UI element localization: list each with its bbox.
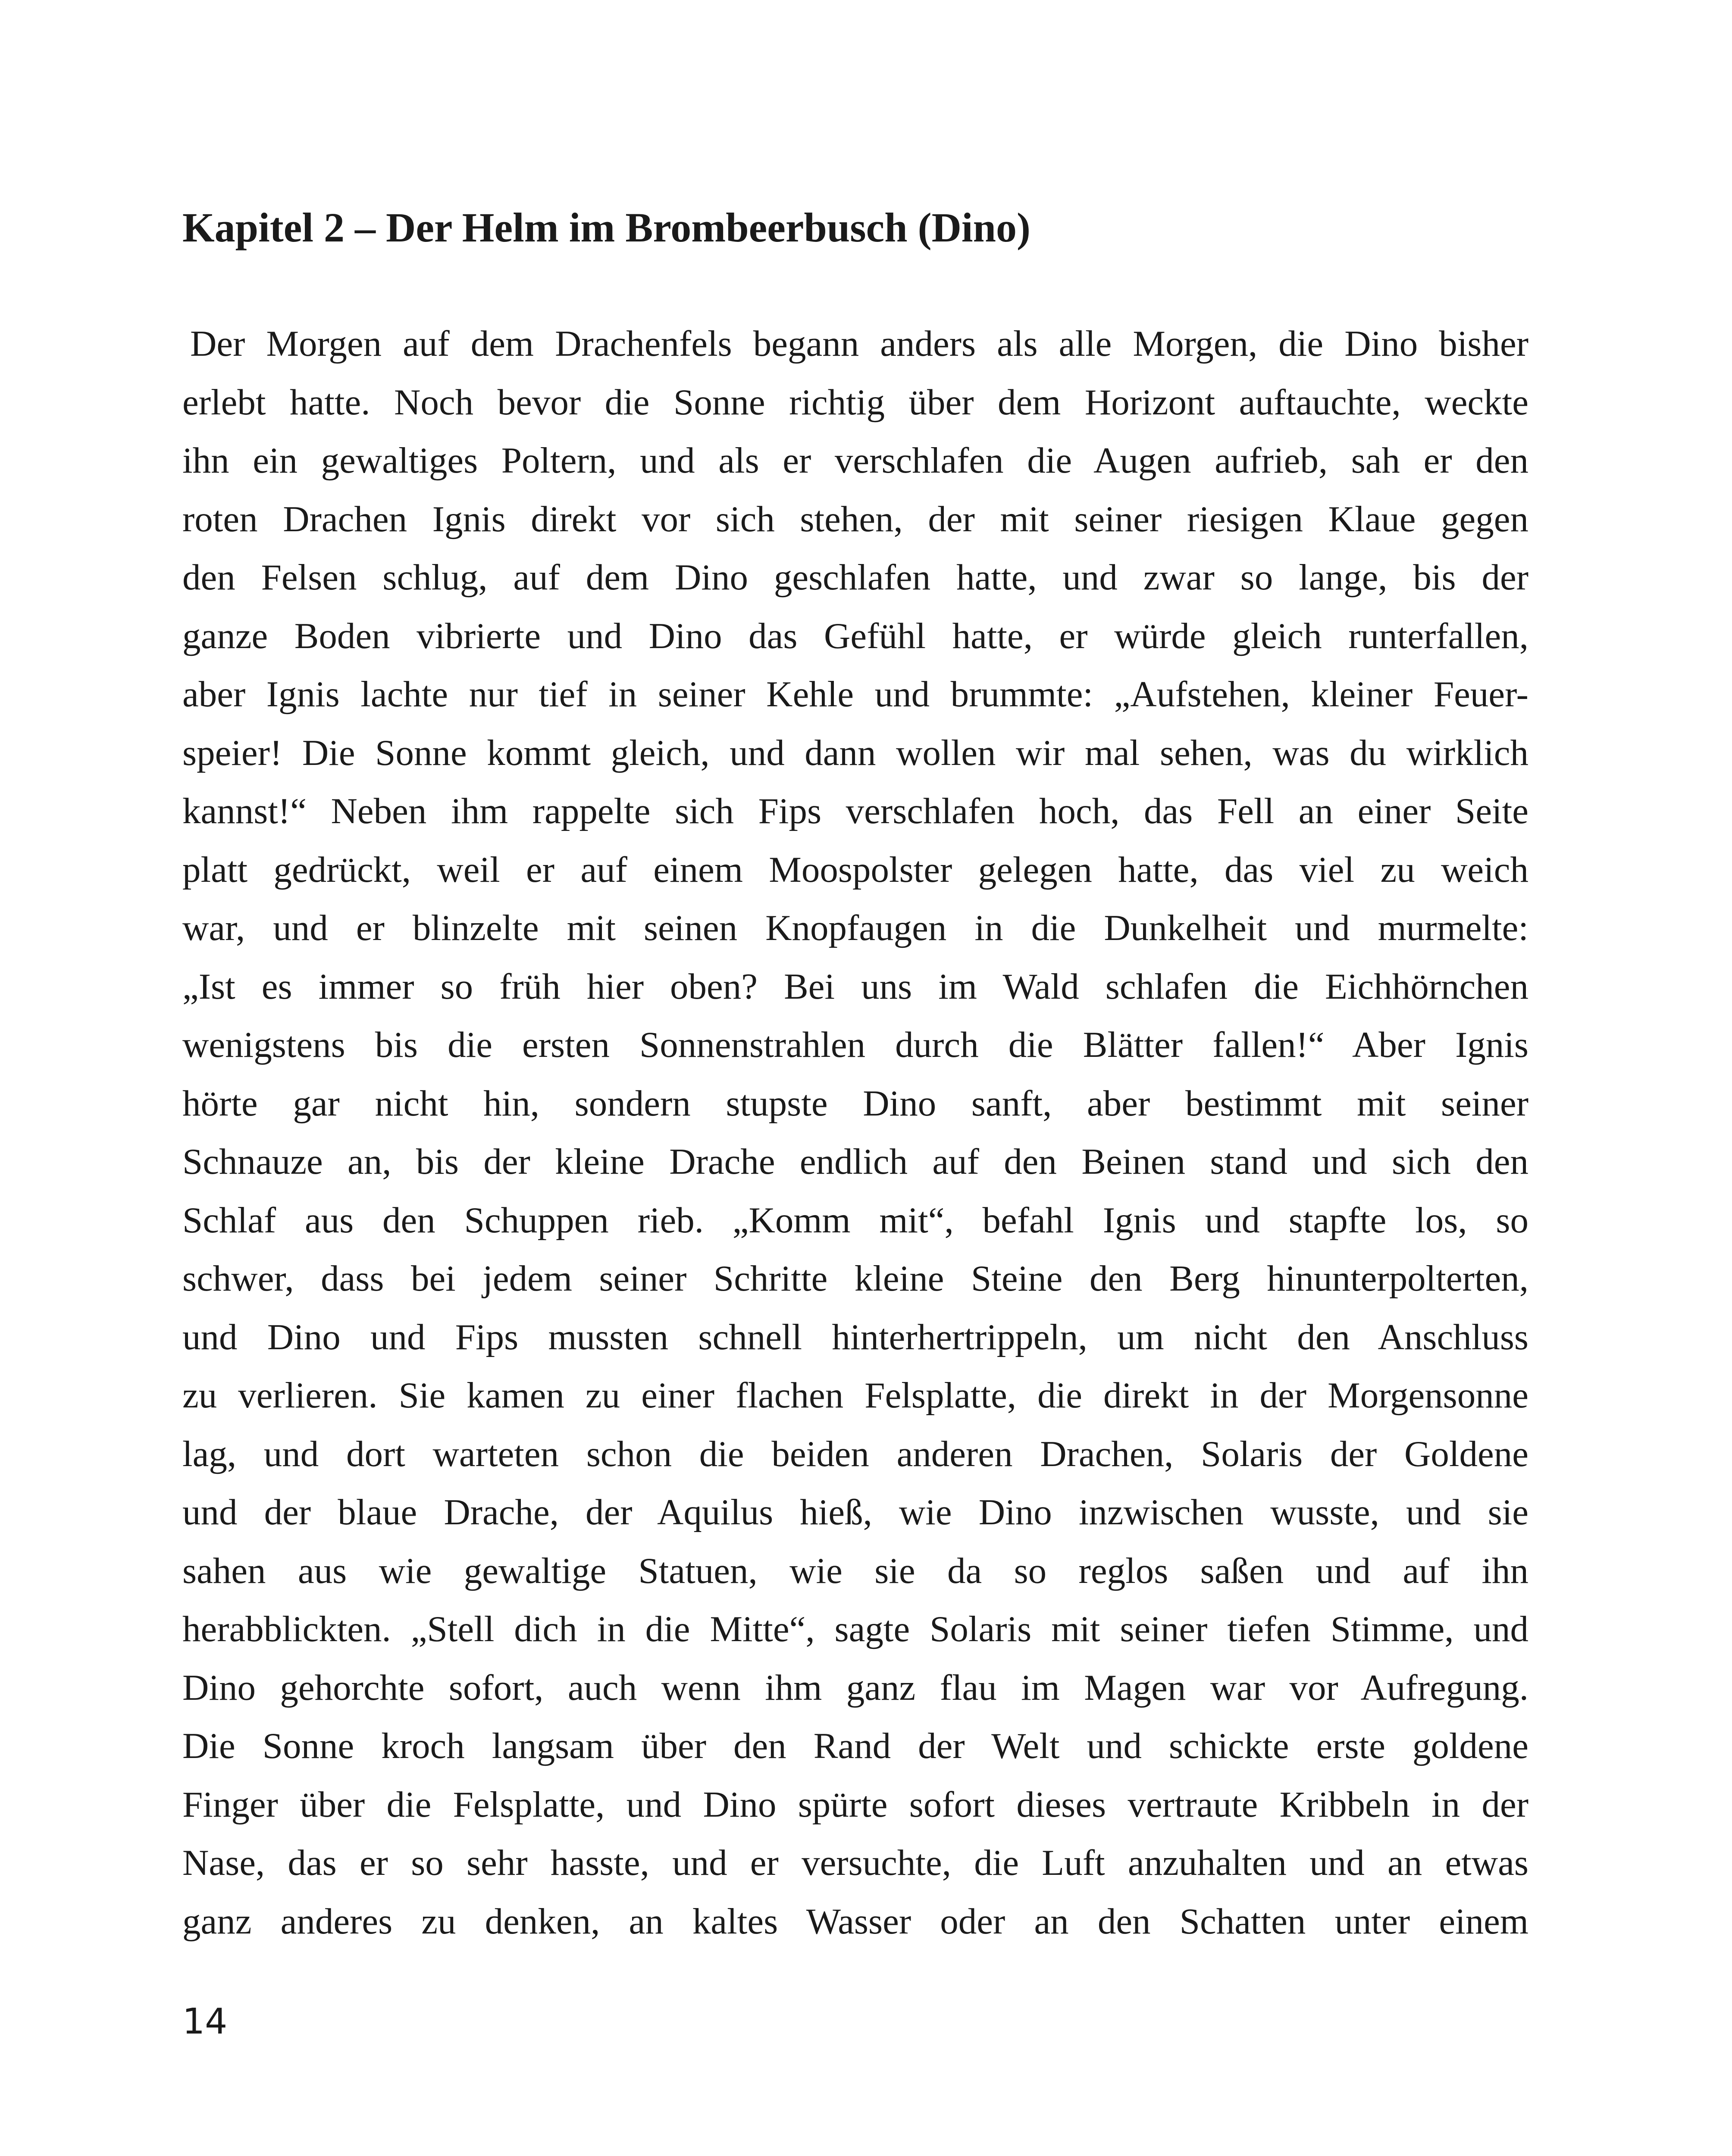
text-line: kannst!“ Neben ihm rappelte sich Fips verschlafen hoch, das Fell an einer Seite <box>182 791 1528 831</box>
text-line: schwer, dass bei jedem seiner Schritte kleine Steine den Berg hinunterpolterten, <box>182 1258 1528 1299</box>
text-line: und Dino und Fips mussten schnell hinterhertrippeln, um nicht den Anschluss <box>182 1316 1528 1357</box>
text-line: erlebt hatte. Noch bevor die Sonne richtig über dem Horizont auftauchte, weckte <box>182 382 1528 423</box>
text-line: Die Sonne kroch langsam über den Rand der Welt und schickte erste goldene <box>182 1726 1528 1766</box>
text-line: Finger über die Felsplatte, und Dino spürte sofort dieses vertraute Kribbeln in der <box>182 1784 1528 1825</box>
text-line: lag, und dort warteten schon die beiden anderen Drachen, Solaris der Goldene <box>182 1433 1528 1474</box>
text-line: wenigstens bis die ersten Sonnenstrahlen durch die Blätter fallen!“ Aber Ignis <box>182 1025 1528 1065</box>
page-number: 14 <box>182 2001 228 2042</box>
text-line: ihn ein gewaltiges Poltern, und als er verschlafen die Augen aufrieb, sah er den <box>182 440 1528 481</box>
text-line: zu verlieren. Sie kamen zu einer flachen Felsplatte, die direkt in der Morgensonne <box>182 1375 1528 1416</box>
text-line: roten Drachen Ignis direkt vor sich stehen, der mit seiner riesigen Klaue gegen <box>182 498 1528 539</box>
text-line: Schlaf aus den Schuppen rieb. „Komm mit“, befahl Ignis und stapfte los, so <box>182 1200 1528 1241</box>
text-line: den Felsen schlug, auf dem Dino geschlafen hatte, und zwar so lange, bis der <box>182 557 1528 598</box>
text-line: war, und er blinzelte mit seinen Knopfaugen in die Dunkelheit und murmelte: <box>182 908 1528 948</box>
text-line: ganz anderes zu denken, an kaltes Wasser oder an den Schatten unter einem <box>182 1901 1528 1942</box>
text-line: und der blaue Drache, der Aquilus hieß, wie Dino inzwischen wusste, und sie <box>182 1492 1528 1532</box>
text-line: ganze Boden vibrierte und Dino das Gefühl hatte, er würde gleich runterfallen, <box>182 615 1528 656</box>
text-line: platt gedrückt, weil er auf einem Moospolster gelegen hatte, das viel zu weich <box>182 849 1528 890</box>
chapter-title: Kapitel 2 – Der Helm im Brombeerbusch (Dino) <box>182 204 1030 251</box>
text-line: Der Morgen auf dem Drachenfels begann anders als alle Morgen, die Dino bisher <box>190 323 1528 364</box>
text-line: hörte gar nicht hin, sondern stupste Dino sanft, aber bestimmt mit seiner <box>182 1083 1528 1124</box>
text-line: Schnauze an, bis der kleine Drache endlich auf den Beinen stand und sich den <box>182 1141 1528 1182</box>
text-line: „Ist es immer so früh hier oben? Bei uns im Wald schlafen die Eichhörnchen <box>182 966 1528 1007</box>
text-line: speier! Die Sonne kommt gleich, und dann wollen wir mal sehen, was du wirklich <box>182 732 1528 773</box>
text-line: sahen aus wie gewaltige Statuen, wie sie da so reglos saßen und auf ihn <box>182 1550 1528 1591</box>
text-line: Dino gehorchte sofort, auch wenn ihm ganz flau im Magen war vor Aufregung. <box>182 1667 1528 1708</box>
text-line: Nase, das er so sehr hasste, und er versuchte, die Luft anzuhalten und an etwas <box>182 1843 1528 1883</box>
text-line: herabblickten. „Stell dich in die Mitte“, sagte Solaris mit seiner tiefen Stimme, und <box>182 1609 1528 1649</box>
text-line: aber Ignis lachte nur tief in seiner Kehle und brummte: „Aufstehen, kleiner Feuer- <box>182 674 1528 714</box>
chapter-body-text <box>182 315 1528 1949</box>
